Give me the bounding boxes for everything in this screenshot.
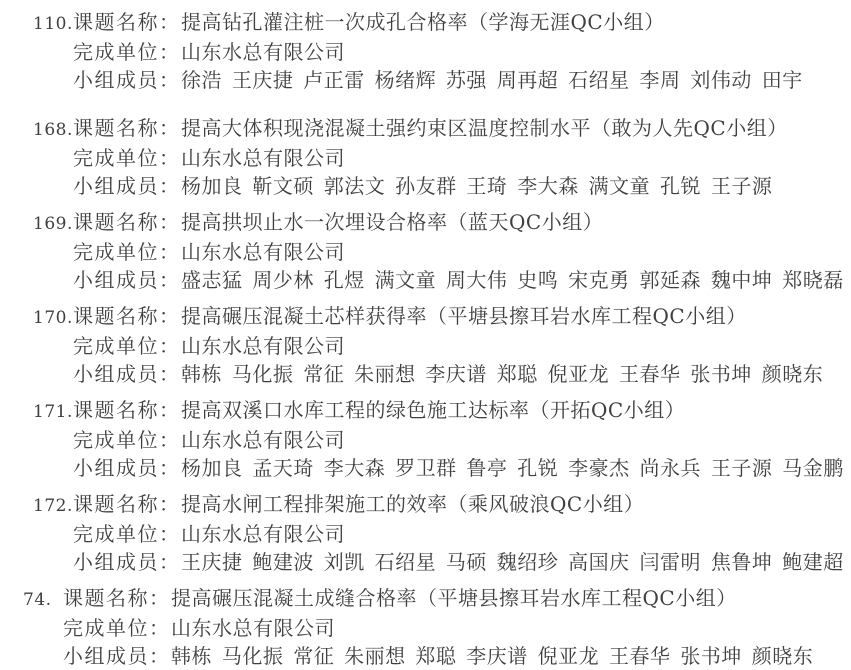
topic-line bbox=[33, 114, 851, 144]
topic-label: 课题名称： bbox=[63, 586, 171, 610]
members-value: 韩栋 马化振 常征 朱丽想 郑聪 李庆谱 倪亚龙 王春华 张书坤 颜晓东 bbox=[171, 644, 814, 668]
members-line bbox=[33, 66, 851, 94]
topic-label: 课题名称： bbox=[73, 398, 181, 422]
members-line bbox=[33, 266, 851, 294]
unit-label: 完成单位： bbox=[73, 522, 181, 546]
members-label: 小组成员： bbox=[73, 456, 181, 480]
entry-number: 172. bbox=[33, 496, 73, 516]
unit-line bbox=[33, 426, 851, 454]
members-value: 韩栋 马化振 常征 朱丽想 李庆谱 郑聪 倪亚龙 王春华 张书坤 颜晓东 bbox=[181, 362, 824, 386]
entry-168 bbox=[0, 114, 851, 200]
entry-number: 110. bbox=[33, 14, 73, 34]
members-value: 盛志猛 周少林 孔煜 满文童 周大伟 史鸣 宋克勇 郭延森 魏中坤 郑晓磊 bbox=[181, 268, 844, 292]
entry-110 bbox=[0, 8, 851, 94]
members-line bbox=[33, 172, 851, 200]
unit-value: 山东水总有限公司 bbox=[181, 240, 345, 264]
topic-line bbox=[33, 302, 851, 332]
topic-line bbox=[33, 396, 851, 426]
unit-line bbox=[23, 614, 851, 642]
unit-label: 完成单位： bbox=[73, 240, 181, 264]
members-line bbox=[23, 642, 851, 670]
entry-number: 74. bbox=[23, 590, 52, 610]
members-label: 小组成员： bbox=[73, 268, 181, 292]
unit-line bbox=[33, 520, 851, 548]
unit-value: 山东水总有限公司 bbox=[181, 146, 345, 170]
topic-label: 课题名称： bbox=[73, 304, 181, 328]
unit-label: 完成单位： bbox=[73, 334, 181, 358]
unit-line bbox=[33, 332, 851, 360]
entry-169 bbox=[0, 208, 851, 294]
members-label: 小组成员： bbox=[73, 362, 181, 386]
members-line bbox=[33, 360, 851, 388]
members-value: 杨加良 靳文硕 郭法文 孙友群 王琦 李大森 满文童 孔锐 王子源 bbox=[181, 174, 773, 198]
topic-line bbox=[33, 8, 851, 38]
topic-value: 提高钻孔灌注桩一次成孔合格率（学海无涯QC小组） bbox=[181, 10, 665, 34]
members-value: 徐浩 王庆捷 卢正雷 杨绪辉 苏强 周再超 石绍星 李周 刘伟动 田宇 bbox=[181, 68, 803, 92]
topic-line bbox=[33, 208, 851, 238]
members-label: 小组成员： bbox=[73, 68, 181, 92]
topic-value: 提高大体积现浇混凝土强约束区温度控制水平（敢为人先QC小组） bbox=[181, 116, 788, 140]
entry-170 bbox=[0, 302, 851, 388]
unit-value: 山东水总有限公司 bbox=[181, 40, 345, 64]
topic-label: 课题名称： bbox=[73, 10, 181, 34]
members-value: 杨加良 孟天琦 李大森 罗卫群 鲁亭 孔锐 李豪杰 尚永兵 王子源 马金鹏 bbox=[181, 456, 844, 480]
unit-label: 完成单位： bbox=[73, 40, 181, 64]
members-label: 小组成员： bbox=[73, 550, 181, 574]
topic-value: 提高双溪口水库工程的绿色施工达标率（开拓QC小组） bbox=[181, 398, 686, 422]
unit-value: 山东水总有限公司 bbox=[181, 334, 345, 358]
topic-value: 提高碾压混凝土芯样获得率（平塘县擦耳岩水库工程QC小组） bbox=[181, 304, 747, 328]
entry-number: 168. bbox=[33, 120, 73, 140]
topic-value: 提高水闸工程排架施工的效率（乘风破浪QC小组） bbox=[181, 492, 645, 516]
members-value: 王庆捷 鲍建波 刘凯 石绍星 马硕 魏绍珍 高国庆 闫雷明 焦鲁坤 鲍建超 bbox=[181, 550, 844, 574]
topic-value: 提高碾压混凝土成缝合格率（平塘县擦耳岩水库工程QC小组） bbox=[171, 586, 737, 610]
topic-label: 课题名称： bbox=[73, 116, 181, 140]
unit-line bbox=[33, 38, 851, 66]
topic-line bbox=[23, 584, 851, 614]
members-label: 小组成员： bbox=[73, 174, 181, 198]
unit-line bbox=[33, 238, 851, 266]
topic-line bbox=[33, 490, 851, 520]
entry-number: 171. bbox=[33, 402, 73, 422]
topic-value: 提高拱坝止水一次埋设合格率（蓝天QC小组） bbox=[181, 210, 604, 234]
unit-label: 完成单位： bbox=[73, 146, 181, 170]
members-line bbox=[33, 454, 851, 482]
entry-number: 170. bbox=[33, 308, 73, 328]
unit-value: 山东水总有限公司 bbox=[181, 428, 345, 452]
unit-label: 完成单位： bbox=[73, 428, 181, 452]
entry-number: 169. bbox=[33, 214, 73, 234]
unit-line bbox=[33, 144, 851, 172]
entry-74 bbox=[0, 584, 851, 670]
topic-label: 课题名称： bbox=[73, 492, 181, 516]
unit-value: 山东水总有限公司 bbox=[171, 616, 335, 640]
members-line bbox=[33, 548, 851, 576]
members-label: 小组成员： bbox=[63, 644, 171, 668]
unit-label: 完成单位： bbox=[63, 616, 171, 640]
unit-value: 山东水总有限公司 bbox=[181, 522, 345, 546]
topic-label: 课题名称： bbox=[73, 210, 181, 234]
entry-172 bbox=[0, 490, 851, 576]
entry-171 bbox=[0, 396, 851, 482]
